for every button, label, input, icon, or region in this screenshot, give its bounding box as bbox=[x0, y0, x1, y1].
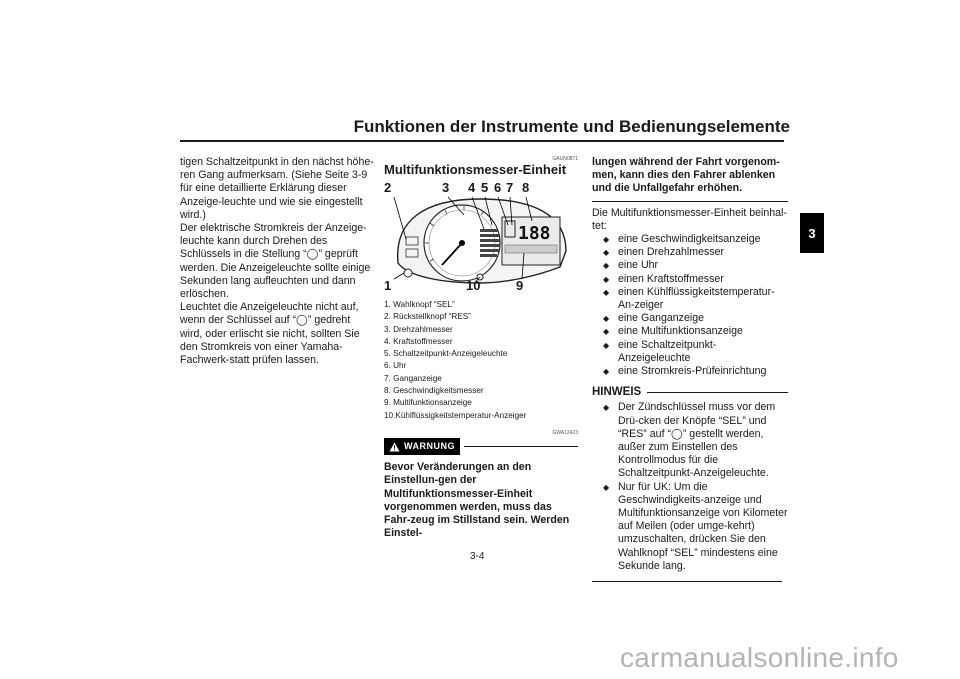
page-number: 3-4 bbox=[470, 551, 485, 562]
left-column bbox=[180, 156, 374, 367]
legend-item: 9. Multifunktionsanzeige bbox=[384, 398, 472, 408]
note-list bbox=[592, 401, 788, 573]
list-item: ◆ eine Geschwindigkeitsanzeige bbox=[592, 233, 788, 246]
page-title: Funktionen der Instrumente und Bedienungselemente bbox=[353, 117, 790, 136]
warning-text-continued: lungen während der Fahrt vorgenom-men, kann dies den Fahrer ablenken und die Unfallgefahr erhöhen. bbox=[592, 156, 780, 195]
list-item: ◆ eine Uhr bbox=[592, 259, 788, 272]
note-rule bbox=[647, 392, 788, 393]
legend-item: 1. Wahlknopf “SEL” bbox=[384, 300, 455, 309]
warning-label: WARNUNG bbox=[404, 440, 455, 451]
legend-item: 5. Schaltzeitpunkt-Anzeigeleuchte bbox=[384, 349, 508, 359]
note-item: ◆ Nur für UK: Um die Geschwindigkeits-anzeige und Multifunktionsanzeige von Kilometer auf Meilen (oder umge-kehrt) umzuschalten, drücken Sie den Wahlknopf “SEL” mindestens eine Sekunde lang. bbox=[592, 481, 788, 573]
list-item: ◆ eine Ganganzeige bbox=[592, 312, 788, 325]
header-rule bbox=[180, 140, 784, 142]
section-title: Multifunktionsmesser-Einheit bbox=[384, 162, 567, 177]
warning-rule bbox=[464, 446, 578, 447]
legend-item: 3. Drehzahlmesser bbox=[384, 324, 453, 334]
callout-label: 8 bbox=[522, 180, 530, 195]
note-header bbox=[592, 386, 788, 399]
instrument-cluster-drawing bbox=[384, 181, 576, 293]
list-item: ◆ einen Kühlflüssigkeitstemperatur-An-zeiger bbox=[592, 286, 788, 312]
callout-label: 6 bbox=[494, 180, 502, 195]
callout-label: 9 bbox=[516, 278, 524, 293]
callout-label: 3 bbox=[442, 180, 450, 195]
list-item: ◆ eine Stromkreis-Prüfeinrichtung bbox=[592, 365, 788, 378]
callout-label: 1 bbox=[384, 278, 392, 293]
feature-list bbox=[592, 233, 788, 378]
warning-triangle-icon bbox=[389, 442, 400, 452]
warning-text: Bevor Veränderungen an den Einstellun-gen der Multifunktionsmesser-Einheit vorgenommen werden, muss das Fahr-zeug im Stillstand sein. Werden Einstel- bbox=[384, 461, 570, 540]
legend-item: 7. Ganganzeige bbox=[384, 373, 442, 383]
note-title: HINWEIS bbox=[592, 386, 642, 399]
legend-item: 6. Uhr bbox=[384, 361, 407, 371]
callout-label: 2 bbox=[384, 180, 392, 195]
paragraph: tigen Schaltzeitpunkt in den nächst höhe-ren Gang aufmerksam. (Siehe Seite 3-9 für eine detaillierte Erklärung dieser Anzeige-leuchte und wie sie eingestellt wird.) bbox=[180, 156, 374, 221]
chapter-tab: 3 bbox=[800, 213, 824, 253]
note-end-rule bbox=[592, 581, 782, 582]
middle-column bbox=[384, 156, 578, 540]
list-item: ◆ eine Multifunktionsanzeige bbox=[592, 325, 788, 338]
legend-item: 8. Geschwindigkeitsmesser bbox=[384, 386, 484, 396]
watermark: carmanualsonline.info bbox=[620, 642, 899, 673]
note-item: ◆ Der Zündschlüssel muss vor dem Drü-cken der Knöpfe “SEL” und “RES” auf “◯” gestellt werden, außer zum Einstellen des Kontrollmodus für die Schaltzeitpunkt-Anzeigeleuchte. bbox=[592, 401, 788, 480]
svg-text:188: 188 bbox=[518, 223, 551, 244]
warning-header bbox=[384, 438, 578, 455]
figure-legend bbox=[384, 299, 578, 422]
callout-label: 10 bbox=[466, 278, 481, 293]
list-item: ◆ einen Drehzahlmesser bbox=[592, 246, 788, 259]
list-item: ◆ einen Kraftstoffmesser bbox=[592, 273, 788, 286]
section-code: GAUN0871 bbox=[552, 156, 578, 162]
warning-code: GWA12423 bbox=[552, 429, 578, 436]
callout-label: 5 bbox=[481, 180, 489, 195]
instrument-figure bbox=[384, 181, 576, 293]
right-column bbox=[592, 156, 788, 582]
legend-item: 2. Rückstellknopf “RES” bbox=[384, 312, 471, 322]
paragraph: Leuchtet die Anzeigeleuchte nicht auf, wenn der Schlüssel auf “◯” gedreht wird, oder erlischt sie nicht, sollten Sie den Stromkreis von einer Yamaha-Fachwerk-statt prüfen lassen. bbox=[180, 301, 360, 367]
legend-item: 10.Kühlflüssigkeitstemperatur-Anzeiger bbox=[384, 410, 527, 420]
warning-badge bbox=[384, 438, 460, 455]
legend-item: 4. Kraftstoffmesser bbox=[384, 336, 453, 346]
callout-label: 7 bbox=[506, 180, 514, 195]
paragraph: Der elektrische Stromkreis der Anzeige-leuchte kann durch Drehen des Schlüssels in die Stellung “◯” geprüft werden. Die Anzeigeleuchte sollte einige Sekunden lang aufleuchten und dann erlöschen. bbox=[180, 222, 371, 301]
intro-text: Die Multifunktionsmesser-Einheit beinhal-tet: bbox=[592, 206, 787, 232]
list-item: ◆ eine Schaltzeitpunkt-Anzeigeleuchte bbox=[592, 339, 788, 365]
warning-end-rule bbox=[592, 201, 788, 202]
callout-label: 4 bbox=[468, 180, 476, 195]
